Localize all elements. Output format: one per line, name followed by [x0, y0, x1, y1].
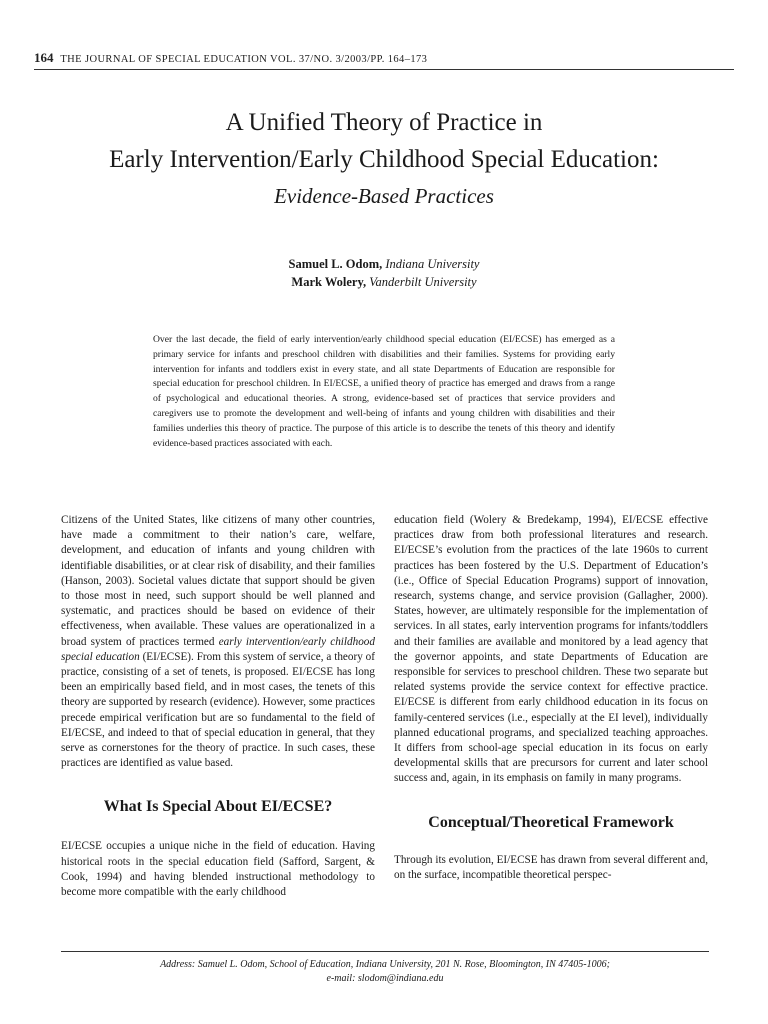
- body-paragraph: education field (Wolery & Bredekamp, 1994), EI/ECSE effective practices draw from both professional literatures and research. EI/ECSE’s evolution from the practices of the late 1960s to current practices has been fostered by the U.S. Department of Education’s (i.e., Office of Special Education Programs) support of innovation, research, systems change, and service provision (Gallagher, 2000). States, however, are ultimately responsible for the implementation of services. In all states, early intervention programs for infants/toddlers and their families are available and monitored by a lead agency that the governor appoints, and state Departments of Education are responsible for services to preschool children. These two separate but related systems provide the service context for effective practice. EI/ECSE is different from early childhood education in its focus on family-centered services (i.e., especially at the EI level), individually planned educational programs, and specialized teaching approaches. It differs from school-age special education in its focus on early developmental skills that are precursors for current and later school success and, again, in its emphasis on family in many programs.: [394, 514, 708, 785]
- author-line-2: [34, 273, 734, 291]
- section-heading: What Is Special About EI/ECSE?: [103, 798, 333, 816]
- paragraph-text: Citizens of the United States, like citizens of many other countries, have made a commitment to their nation’s care, welfare, development, and education of infants and young children with identifiable disabilities, or at clear risk of disability, and their families (Hanson, 2003). Societal values dictate that support should be given to those most in need, such support should be well planned and systematic, and practices should be based on evidence of their effectiveness, when available. These values are operationalized in a broad system of practices termed: [61, 514, 375, 648]
- footnote-rule: [61, 951, 709, 952]
- body-paragraph: Through its evolution, EI/ECSE has drawn from several different and, on the surface, incompatible theoretical perspec-: [394, 853, 708, 881]
- footnote-email: e-mail: slodom@indiana.edu: [326, 973, 444, 984]
- page-number: 164: [34, 50, 54, 65]
- body-paragraph: EI/ECSE occupies a unique niche in the field of education. Having historical roots in the special education field (Safford, Sargent, & Cook, 1994) and having blended instructional methodology to become more compatible with the early childhood: [61, 840, 375, 899]
- author-affiliation: Indiana University: [385, 257, 480, 271]
- author-name: Mark Wolery,: [291, 275, 367, 289]
- article-title-line-1: A Unified Theory of Practice in: [225, 109, 543, 136]
- abstract: Over the last decade, the field of early intervention/early childhood special education (EI/ECSE) has emerged as a primary service for infants and preschool children with disabilities and their families. Systems for providing early intervention for infants and toddlers exist in every state, and all state Departments of Education are responsible for special education for preschool children. In EI/ECSE, a unified theory of practice has emerged and draws from a range of psychological and educational theories. A strong, evidence-based set of practices that service providers and caregivers use to promote the development and well-being of infants and young children with disabilities and their families underlies this theory of practice. The purpose of this article is to describe the tenets of this theory and identify evidence-based practices associated with each.: [153, 334, 615, 449]
- section-heading: Conceptual/Theoretical Framework: [428, 813, 674, 831]
- author-address-footnote: [61, 958, 709, 986]
- footnote-address: Address: Samuel L. Odom, School of Education, Indiana University, 201 N. Rose, Bloomington, IN 47405-1006;: [160, 959, 610, 970]
- author-affiliation: Vanderbilt University: [369, 275, 477, 289]
- author-line-1: [34, 255, 734, 273]
- running-head: [34, 50, 734, 66]
- paragraph-text: (EI/ECSE). From this system of service, a theory of practice, consisting of a set of tenets, is proposed. EI/ECSE has long been an empirically based field, and in most cases, the tenets of this theory are supported by research (evidence). However, some practices precede empirical verification but are so fundamental to the field of EI/ECSE, and indeed to that of special education in general, that they serve as cornerstones for the theory of practice. In such cases, these practices are identified as value based.: [61, 650, 375, 770]
- body-column-right: [394, 513, 708, 883]
- author-name: Samuel L. Odom,: [288, 257, 383, 271]
- body-paragraph: [61, 513, 375, 771]
- article-subtitle: Evidence-Based Practices: [274, 184, 494, 208]
- body-column-left: [61, 513, 375, 900]
- article-title-line-2: Early Intervention/Early Childhood Special Education:: [109, 146, 659, 173]
- term-emphasis: early intervention/early childhood special education: [61, 635, 375, 663]
- journal-citation: THE JOURNAL OF SPECIAL EDUCATION VOL. 37/NO. 3/2003/PP. 164–173: [60, 54, 428, 65]
- header-rule: [34, 69, 734, 70]
